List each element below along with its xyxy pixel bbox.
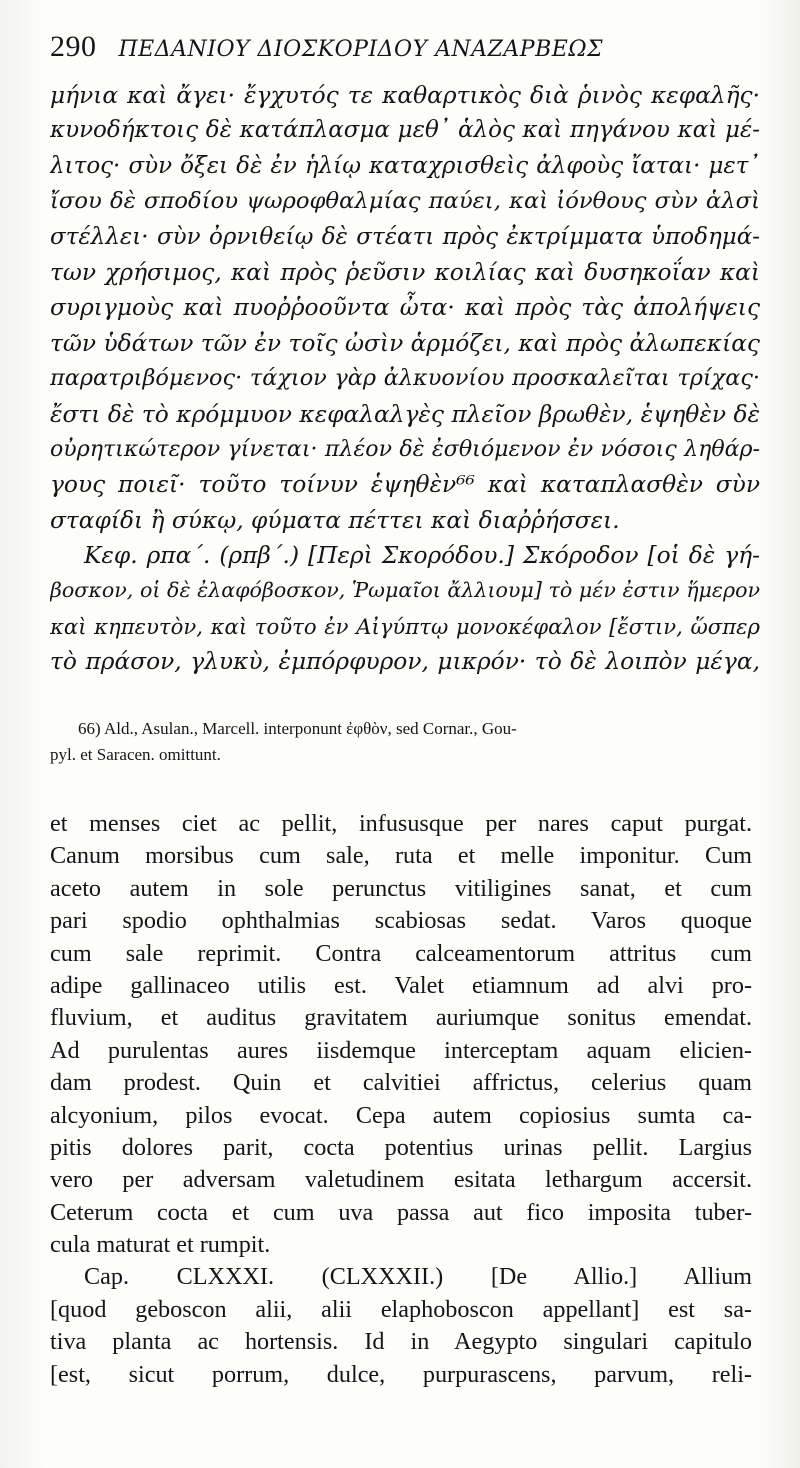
footnote-text: 66) Ald., Asulan., Marcell. interponunt ἐφθὸν, sed Cornar., Gou- [78, 719, 517, 738]
greek-line: ἴσου δὲ σποδίου ψωροφθαλμίας παύει, καὶ ἰόνθους σὺν ἁλσὶ [50, 188, 760, 215]
greek-line: συριγμοὺς καὶ πυοῤῥοοῦντα ὦτα· καὶ πρὸς τὰς ἀπολήψεις [50, 294, 760, 322]
latin-line: aceto autem in sole perunctus vitiligines sanat, et cum [50, 874, 752, 902]
latin-line: Ceterum cocta et cum uva passa aut fico imposita tuber- [50, 1198, 752, 1226]
latin-line: cula maturat et rumpit. [50, 1231, 271, 1259]
latin-line: Ad purulentas aures iisdemque interceptam aquam elicien- [50, 1036, 752, 1064]
latin-line: fluvium, et auditus gravitatem auriumque sonitus emendat. [50, 1004, 752, 1032]
greek-line: στέλλει· σὺν ὀρνιθείῳ δὲ στέατι πρὸς ἐκτρίμματα ὑποδημά- [50, 223, 760, 250]
latin-line: vero per adversam valetudinem esitata lethargum accersit. [50, 1166, 752, 1194]
greek-line: κυνοδήκτοις δὲ κατάπλασμα μεθ᾽ ἁλὸς καὶ πηγάνου καὶ μέ- [50, 117, 760, 144]
latin-line: tiva planta ac hortensis. Id in Aegypto singulari capitulo [50, 1328, 752, 1356]
latin-line: et menses ciet ac pellit, infususque per nares caput purgat. [50, 810, 752, 837]
greek-line: μήνια καὶ ἄγει· ἔγχυτός τε καθαρτικὸς διὰ ῥινὸς κεφαλῆς· [50, 82, 760, 109]
latin-line: pari spodio ophthalmias scabiosas sedat. Varos quoque [50, 907, 752, 935]
latin-line: [est, sicut porrum, dulce, purpurascens, parvum, reli- [50, 1360, 752, 1388]
latin-line: cum sale reprimit. Contra calceamentorum attritus cum [50, 939, 752, 967]
greek-line: των χρήσιμος, καὶ πρὸς ῥεῦσιν κοιλίας καὶ δυσηκοΐαν καὶ [50, 258, 760, 286]
greek-line: παρατριβόμενος· τάχιον γὰρ ἀλκυονίου προσκαλεῖται τρίχας· [50, 365, 760, 392]
running-title: ΠΕΔΑΝΙΟΥ ΔΙΟΣΚΟΡΙΔΟΥ ΑΝΑΖΑΡΒΕΩΣ [118, 37, 604, 62]
latin-line: adipe gallinaceo utilis est. Valet etiamnum ad alvi pro- [50, 971, 752, 999]
latin-line: pitis dolores parit, cocta potentius urinas pellit. Largius [50, 1133, 752, 1161]
page-header [50, 30, 750, 80]
latin-line: Canum morsibus cum sale, ruta et melle imponitur. Cum [50, 842, 752, 870]
latin-line: [quod geboscon alii, alii elaphoboscon appellant] est sa- [50, 1295, 752, 1323]
page-number: 290 [50, 30, 97, 63]
footnote-line: pyl. et Saracen. omittunt. [50, 745, 221, 764]
latin-line: dam prodest. Quin et calvitiei affrictus, celerius quam [50, 1069, 752, 1097]
greek-line: γους ποιεῖ· τοῦτο τοίνυν ἑψηθὲν⁶⁶ καὶ καταπλασθὲν σὺν [50, 471, 760, 499]
greek-line: οὐρητικώτερον γίνεται· πλέον δὲ ἐσθιόμενον ἐν νόσοις ληθάρ- [50, 435, 760, 462]
greek-line: λιτος· σὺν ὄξει δὲ ἐν ἡλίῳ καταχρισθεὶς ἀλφοὺς ἴαται· μετ᾽ [50, 152, 760, 179]
greek-line: σταφίδι ἢ σύκῳ, φύματα πέττει καὶ διαῤῥήσσει. [50, 506, 620, 534]
greek-line: τῶν ὑδάτων τῶν ἐν τοῖς ὠσὶν ἁρμόζει, καὶ πρὸς ἀλωπεκίας [50, 329, 760, 357]
greek-line: τὸ πράσον, γλυκὺ, ἐμπόρφυρον, μικρόν· τὸ δὲ λοιπὸν μέγα, [50, 648, 760, 676]
chapter-heading-greek: Κεφ. ρπα΄. (ρπβ΄.) [Περὶ Σκορόδου.] Σκόροδον [οἱ δὲ γή- [84, 542, 760, 570]
greek-line: καὶ κηπευτὸν, καὶ τοῦτο ἐν Αἰγύπτῳ μονοκέφαλον [ἔστιν, ὥσπερ [50, 613, 760, 639]
greek-text-block [50, 78, 760, 680]
footnote [50, 716, 750, 768]
footnote-line [50, 716, 750, 742]
chapter-heading-latin: Cap. CLXXXI. (CLXXXII.) [De Allio.] Allium [84, 1263, 752, 1291]
greek-line: βοσκον, οἱ δὲ ἐλαφόβοσκον, Ῥωμαῖοι ἄλλιουμ] τὸ μέν ἐστιν ἥμερον [50, 578, 760, 603]
latin-text-block [50, 808, 752, 1391]
greek-line: ἔστι δὲ τὸ κρόμμυον κεφαλαλγὲς πλεῖον βρωθὲν, ἑψηθὲν δὲ [50, 400, 760, 428]
latin-line: alcyonium, pilos evocat. Cepa autem copiosius sumta ca- [50, 1101, 752, 1129]
